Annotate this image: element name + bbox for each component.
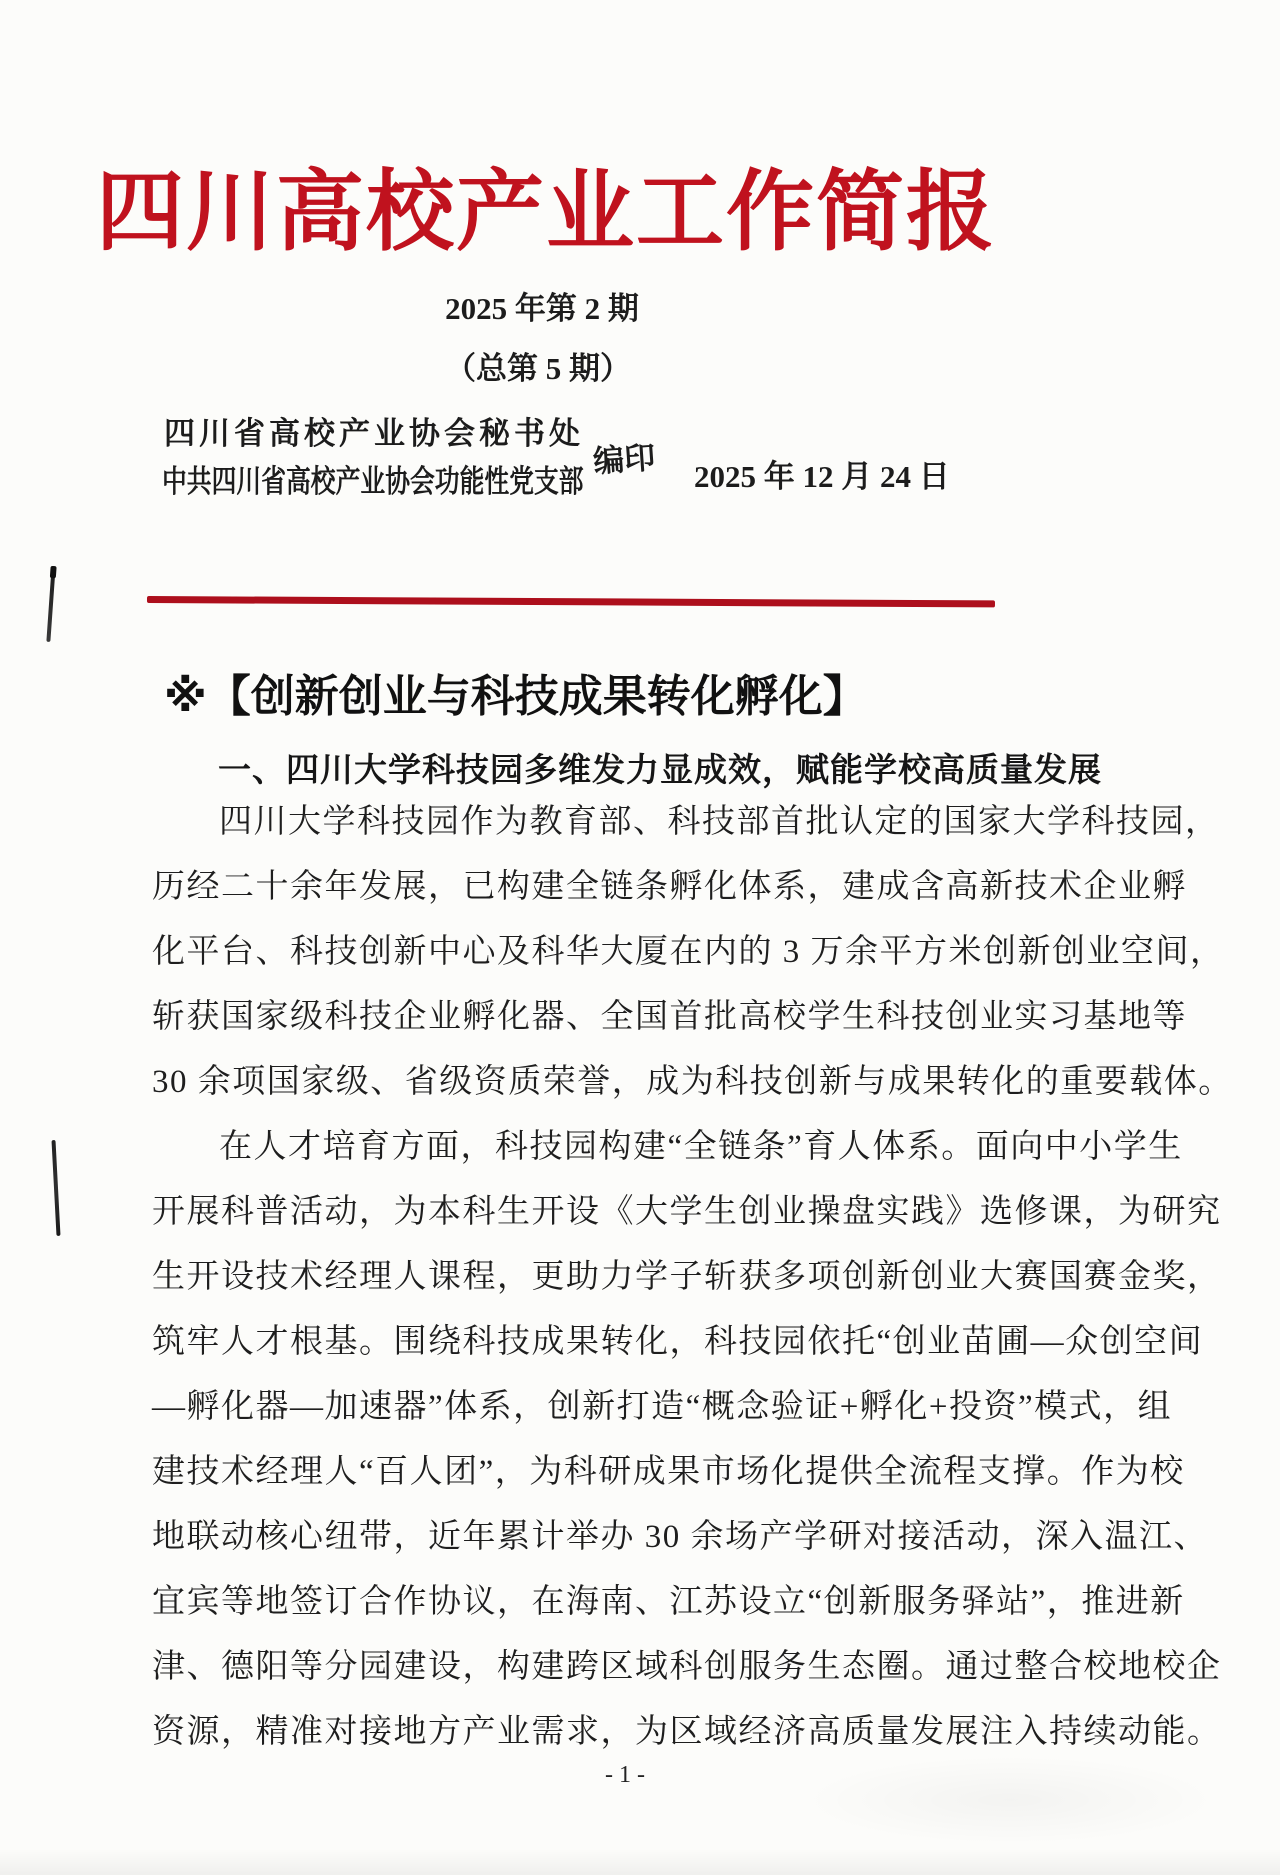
body-text-line: 津、德阳等分园建设，构建跨区域科创服务生态圈。通过整合校地校企 — [152, 1649, 1222, 1685]
body-text-line: 资源，精准对接地方产业需求，为区域经济高质量发展注入持续动能。 — [152, 1714, 1222, 1750]
body-text-line: 化平台、科技创新中心及科华大厦在内的 3 万余平方米创新创业空间， — [152, 934, 1225, 970]
article-title: 一、四川大学科技园多维发力显成效，赋能学校高质量发展 — [218, 751, 1102, 788]
scan-artifact-mark — [46, 566, 55, 642]
body-text-line: 筑牢人才根基。围绕科技成果转化，科技园依托“创业苗圃—众创空间 — [152, 1324, 1204, 1360]
body-text-line: 斩获国家级科技企业孵化器、全国首批高校学生科技创业实习基地等 — [152, 999, 1187, 1035]
body-text-line: 开展科普活动，为本科生开设《大学生创业操盘实践》选修课，为研究 — [152, 1194, 1222, 1230]
bulletin-title: 四川高校产业工作简报 — [95, 165, 996, 262]
scan-artifact-mark — [51, 1140, 60, 1236]
body-text-line: —孵化器—加速器”体系，创新打造“概念验证+孵化+投资”模式，组 — [152, 1389, 1173, 1425]
body-text-line: 建技术经理人“百人团”，为科研成果市场化提供全流程支撑。作为校 — [152, 1454, 1185, 1490]
body-text-line: 四川大学科技园作为教育部、科技部首批认定的国家大学科技园， — [219, 804, 1220, 840]
section-heading: ※【创新创业与科技成果转化孵化】 — [164, 672, 867, 721]
scan-shading — [0, 1849, 1280, 1875]
body-text-line: 30 余项国家级、省级资质荣誉，成为科技创新与成果转化的重要载体。 — [152, 1064, 1233, 1100]
cumulative-issue-number: （总第 5 期） — [445, 351, 631, 386]
article-body — [152, 790, 1233, 1765]
page-number: - 1 - — [605, 1762, 645, 1788]
publisher-party-branch: 中共四川省高校产业协会功能性党支部 — [162, 464, 584, 499]
body-text-line: 地联动核心纽带，近年累计举办 30 余场产学研对接活动，深入温江、 — [152, 1519, 1208, 1555]
body-text-line: 历经二十余年发展，已构建全链条孵化体系，建成含高新技术企业孵 — [152, 869, 1187, 905]
imprint-label: 编印 — [592, 439, 657, 480]
publisher-secretariat: 四川省高校产业协会秘书处 — [164, 416, 584, 451]
body-text-line: 宜宾等地签订合作协议，在海南、江苏设立“创新服务驿站”，推进新 — [152, 1584, 1185, 1620]
masthead-divider-rule — [147, 596, 995, 607]
body-text-line: 生开设技术经理人课程，更助力学子斩获多项创新创业大赛国赛金奖， — [152, 1259, 1222, 1295]
scan-shading — [800, 1755, 1220, 1845]
issue-number: 2025 年第 2 期 — [445, 291, 639, 326]
body-text-line: 在人才培育方面，科技园构建“全链条”育人体系。面向中小学生 — [219, 1129, 1183, 1165]
publication-date: 2025 年 12 月 24 日 — [694, 459, 950, 494]
